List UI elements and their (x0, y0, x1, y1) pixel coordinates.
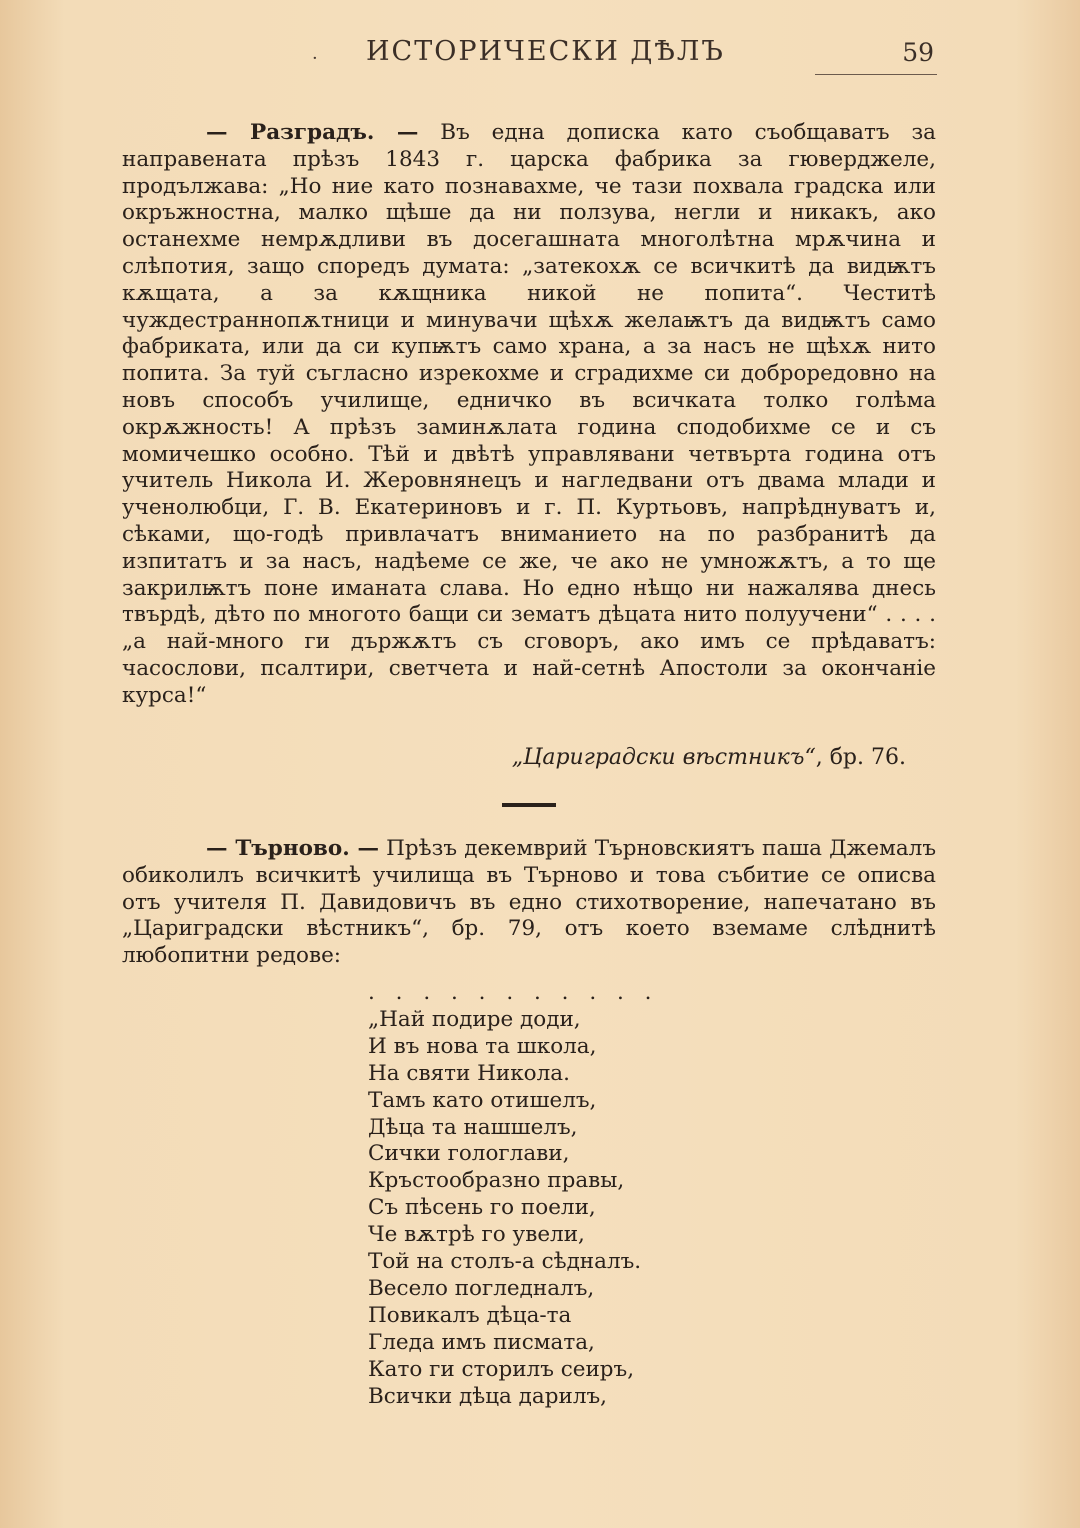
poem-line: Кръстообразно правы, (368, 1168, 625, 1194)
poem-line: Дѣца та нашшелъ, (368, 1114, 578, 1140)
poem-line: И въ нова та школа, (368, 1033, 597, 1059)
entry-tarnovo (122, 836, 936, 970)
entry-tarnovo-paragraph (122, 836, 936, 970)
poem-ellipsis: . . . . . . . . . . . (368, 980, 659, 1005)
entry-razgrad-source (512, 745, 906, 770)
source-newspaper-title: „Цариградски вѣстникъ“ (511, 745, 816, 770)
poem-line: Гледа имъ писмата, (368, 1329, 595, 1355)
entry-tarnovo-body: Прѣзъ декемврий Търновскиятъ паша Джемалъ обиколилъ всичкитѣ училища въ Търново и това събитие се описва отъ учителя П. Давидовичъ въ едно стихотворение, напечатано въ „Цариградски вѣстникъ“, бр. 79, отъ което вземаме слѣднитѣ любопитни редове: (122, 836, 936, 969)
entry-razgrad-body: Въ една дописка като съобщаватъ за направената прѣзъ 1843 г. царска фабрика за гюверджеле, продължава: „Но ние като познавахме, че тази похвала градска или окръжностна, малко щѣше да ни ползува, негли и никакъ, ако останехме немрѫдливи въ досегашната многолѣтна мрѫчина и слѣпотия, защо споредъ думата: „затекохѫ се всичкитѣ да видѭтъ кѫщата, а за кѫщника никой не попита“. Честитѣ чуждестраннопѫтници и минувачи щѣхѫ желаѭтъ да видѭтъ само фабриката, или да си купѭтъ само храна, а за насъ не щѣхѫ нито попита. За туй съгласно изрекохме и сградихме си доброредовно на новъ способъ училище, едничко въ всичката толко голѣма окрѫжность! А прѣзъ заминѫлата година сподобихме се и съ момичешко особно. Тѣй и двѣтѣ управлявани четвърта година отъ учитель Никола И. Жеровнянецъ и нагледвани отъ двама млади и ученолюбци, Г. В. Екатериновъ и г. П. Куртьовъ, напрѣднуватъ и, сѣками, що-годѣ привлачатъ вниманието на по разбранитѣ да изпитатъ и за насъ, надѣеме се же, че ако не умножѫтъ, а то ще закрилѭтъ поне иманата слава. Но едно нѣщо ни нажалява днесь твърдѣ, дѣто по многото бащи си зематъ дѣцата нито полуучени“ . . . . „а най-много ги държѫтъ съ сговоръ, ако имъ се прѣдаватъ: часослови, псалтири, светчета и най-сетнѣ Апостоли за окончаніе курса!“ (122, 120, 936, 708)
poem-line: Тамъ като отишелъ, (368, 1087, 597, 1113)
poem (368, 980, 659, 1411)
poem-line: Сички гологлави, (368, 1141, 570, 1167)
entry-tarnovo-heading: — Търново. — (206, 836, 379, 861)
running-title: ИСТОРИЧЕСКИ ДѢЛЪ (366, 36, 725, 67)
header-ornament-dot: · (312, 48, 318, 69)
header-rule (815, 74, 937, 75)
poem-line: Повикалъ дѣца-та (368, 1302, 572, 1328)
poem-line: Всички дѣца дарилъ, (368, 1383, 607, 1409)
page-number: 59 (902, 38, 934, 67)
section-divider (502, 803, 556, 807)
poem-line: Той на столъ-а сѣдналъ. (368, 1249, 642, 1275)
running-head (0, 30, 1080, 80)
poem-line: „Най подире доди, (368, 1006, 581, 1032)
poem-line: На святи Никола. (368, 1060, 570, 1086)
entry-razgrad-paragraph (122, 120, 936, 710)
poem-line: Че вѫтрѣ го увели, (368, 1222, 585, 1248)
poem-line: Съ пѣсень го поели, (368, 1195, 596, 1221)
poem-line: Като ги сторилъ сеиръ, (368, 1356, 635, 1382)
entry-razgrad (122, 120, 936, 710)
source-issue: , бр. 76. (815, 745, 906, 770)
poem-line: Весело погледналъ, (368, 1275, 595, 1301)
entry-razgrad-heading: — Разградъ. — (206, 120, 419, 145)
